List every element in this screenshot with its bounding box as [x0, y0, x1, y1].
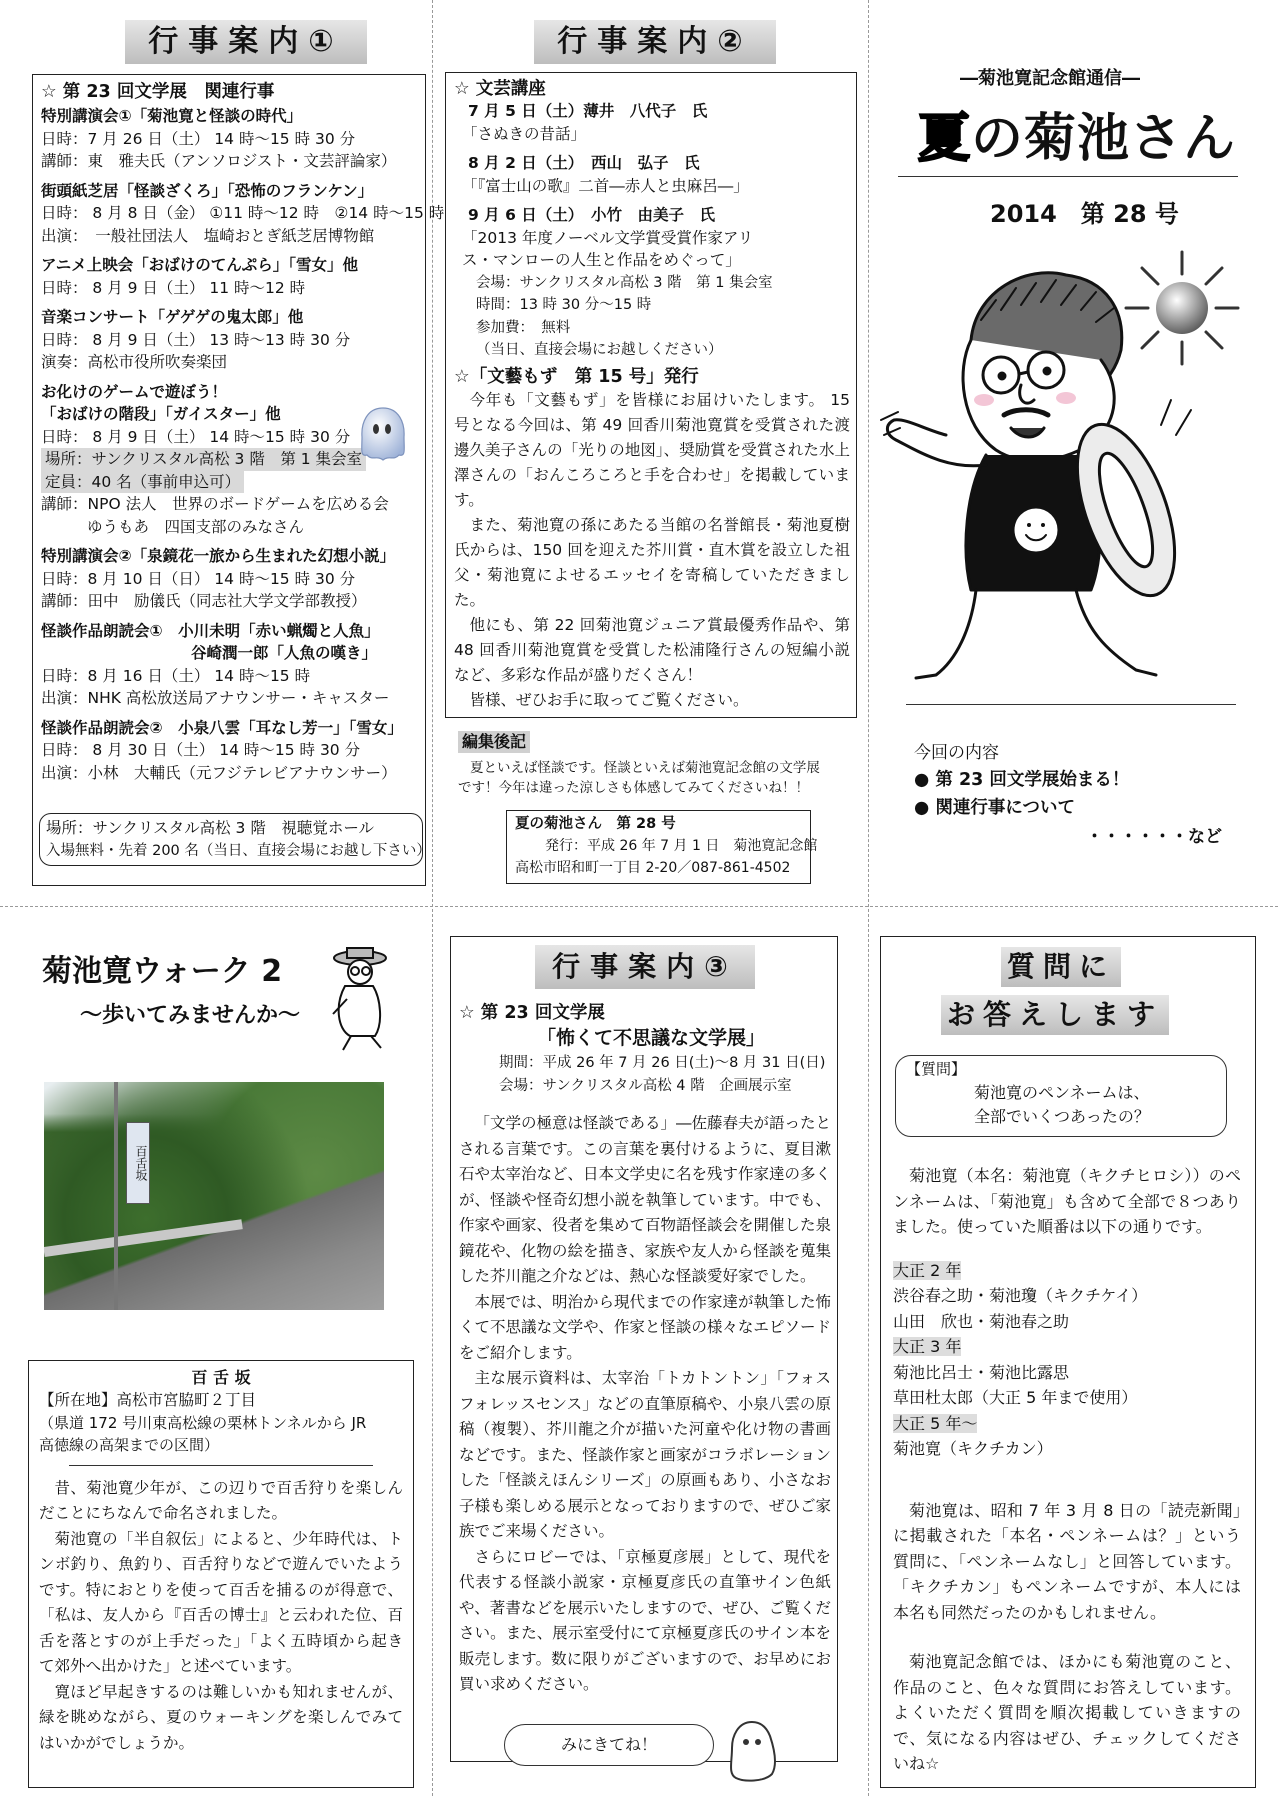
- venue-line: 入場無料・先着 200 名（当日、直接会場にお越し下さい）: [46, 842, 431, 859]
- event-line: 講師：東 雅夫氏（アンソロジスト・文芸評論家）: [41, 152, 397, 170]
- pen-name-line: 渋谷春之助・菊池瓊（キクチケイ）: [893, 1286, 1148, 1305]
- editor-note-text: 夏といえば怪談です。怪談といえば菊池寛記念館の文学展: [470, 760, 820, 776]
- mozu-paragraph: 菊池寛の「半自叙伝」によると、少年時代は、トンボ釣り、魚釣り、百舌狩りなどで遊んでいたようです。特におとりを使って百舌を捕るのが得意で、「私は、友人から『百舌の博士』と云われた位、百舌を落とすのが上手だった」「よく五時頃から起きて郊外へ出かけた」と述べています。: [39, 1529, 403, 1675]
- lecture-topic: 「『富士山の歌』二首―赤人と虫麻呂―」: [462, 176, 749, 195]
- mozu-box-title: 百 舌 坂: [191, 1368, 251, 1387]
- moyazu-paragraph: 皆様、ぜひお手に取ってご覧ください。: [469, 690, 749, 709]
- colophon-box: [506, 810, 818, 884]
- walk-title: 菊池寛ウォーク 2: [42, 954, 283, 989]
- event-name: 特別講演会①「菊池寛と怪談の時代」: [41, 107, 303, 125]
- ghost-mascot-icon: [724, 1718, 780, 1784]
- qa-title-line-2: お答えします: [941, 995, 1169, 1035]
- event-name: 特別講演会②「泉鏡花一旅から生まれた幻想小説」: [41, 547, 396, 565]
- lecture-topic: ス・マンローの人生と作品をめぐって」: [462, 251, 741, 269]
- pen-name-line: 菊池比呂士・菊池比露思: [893, 1362, 1070, 1382]
- contents-item: ● 第 23 回文学展始まる！: [914, 770, 1130, 790]
- contents-etc: ・・・・・・など: [1086, 827, 1222, 847]
- moyazu-paragraph: また、菊池寛の孫にあたる当館の名誉館長・菊池夏樹氏からは、150 回を迎えた芥川賞・直木賞を設立した祖父・菊池寛によせるエッセイを寄稿していただきました。: [454, 515, 850, 609]
- title-rest: の菊池さん: [971, 109, 1237, 169]
- pen-name-line: 山田 欣也・菊池春之助: [893, 1311, 1070, 1331]
- moyazu-paragraph: 今年も「文藝もず」を皆様にお届けいたします。 15 号となる今回は、第 49 回香川菊池寛賞を受賞された渡邊久美子さんの「光りの地図」、奨励賞を受賞された水上澤さんの「おんころころと手を合わせ」を掲載しています。: [454, 390, 850, 509]
- event-line: 出演：NHK 高松放送局アナウンサー・キャスター: [41, 689, 390, 707]
- exhibit-paragraph: 主な展示資料は、太宰治「トカトントン」「フォスフォレッスセンス」などの直筆原稿や、小泉八雲の原稿（複製）、芥川龍之介が描いた河童や化け物の書画などです。また、怪談作家と画家がコラボレーションした「怪談えほんシリーズ」の原画もあり、小さなお子様も楽しめる展示となっておりますので、ぜひご家族でご来場ください。: [459, 1369, 831, 1540]
- mozu-paragraph: 寛ほど早起きするのは難しいかも知れませんが、緑を眺めながら、夏のウォーキングを楽しんでみてはいかがでしょうか。: [39, 1682, 403, 1752]
- walk-subtitle: ～歩いてみませんか～: [80, 1003, 301, 1028]
- lecture-info: 参加費： 無料: [476, 319, 571, 336]
- road-photo: [44, 1082, 384, 1310]
- event-intro: お化けのゲームで遊ぼう！: [41, 382, 228, 401]
- lecture-info: 時間：13 時 30 分～15 時: [476, 297, 652, 313]
- era-label: 大正 3 年: [893, 1337, 962, 1356]
- illustration-rule: [906, 704, 1236, 705]
- issue-number: 2014 第 28 号: [990, 200, 1179, 228]
- event-line: 日時：8 月 10 日（日） 14 時～15 時 30 分: [41, 569, 356, 588]
- question-line: 菊池寛のペンネームは、: [974, 1083, 1150, 1102]
- pen-name-line: 草田杜太郎（大正 5 年まで使用）: [893, 1388, 1138, 1407]
- pen-name-line: 菊池寛（キクチカン）: [893, 1439, 1053, 1458]
- event-line: 出演：小林 大輔氏（元フジテレビアナウンサー）: [41, 763, 397, 782]
- lecture-date: 9 月 6 日（土） 小竹 由美子 氏: [468, 206, 716, 224]
- events-box-2: [445, 72, 857, 718]
- section-title-events-2: 行事案内②: [534, 20, 776, 64]
- events-box-3: [450, 936, 838, 1762]
- event-line: 演奏：高松市役所吹奏楽団: [41, 353, 228, 371]
- lecture-info: （当日、直接会場にお越しください）: [476, 342, 723, 358]
- venue-box: [39, 813, 431, 866]
- question-line: 全部でいくつあったの？: [974, 1107, 1150, 1126]
- era-label: 大正 2 年: [893, 1260, 962, 1280]
- answer-paragraph: 菊池寛記念館では、ほかにも菊池寛のこと、作品のこと、色々な質問にお答えしています。よくいただく質問を順次掲載していきますので、気になる内容はぜひ、チェックしてくださいね☆: [893, 1652, 1241, 1773]
- event-line: 講師：NPO 法人 世界のボードゲームを広める会: [41, 495, 389, 513]
- era-label: 大正 5 年～: [893, 1413, 978, 1433]
- kikuchi-cartoon-illustration: [876, 250, 1216, 690]
- lecture-date: 8 月 2 日（土） 西山 弘子 氏: [468, 154, 700, 172]
- event-line: 日時： 8 月 8 日（金） ①11 時～12 時 ②14 時～15 時: [41, 204, 445, 222]
- events-heading: ☆ 第 23 回文学展 関連行事: [41, 82, 275, 102]
- title-rule: [898, 176, 1238, 177]
- moyazu-paragraph: 他にも、第 22 回菊池寛ジュニア賞最優秀作品や、第 48 回香川菊池寛賞を受賞した松浦隆行さんの短編小説など、多彩な作品が盛りだくさん！: [454, 615, 850, 684]
- speech-bubble: [504, 1724, 714, 1766]
- contents-item: ● 関連行事について: [914, 798, 1076, 818]
- events-box-1: [32, 74, 445, 886]
- event-line: ゆうもあ 四国支部のみなさん: [87, 517, 305, 536]
- section-title-events-1: 行事案内①: [125, 20, 367, 64]
- qa-box: [880, 936, 1256, 1788]
- moyazu-heading: ☆「文藝もず 第 15 号」発行: [454, 366, 699, 387]
- event-line: 日時：7 月 26 日（土） 14 時～15 時 30 分: [41, 129, 356, 148]
- lecture-topic: 「2013 年度ノーベル文学賞受賞作家アリ: [462, 228, 754, 247]
- answer-paragraph: 菊池寛（本名：菊池寛（キクチヒロシ））のペンネームは、「菊池寛」も含めて全部で８つありました。使っていた順番は以下の通りです。: [893, 1166, 1241, 1236]
- section-title-events-3: 行事案内③: [535, 945, 755, 989]
- event-line: 日時： 8 月 9 日（土） 11 時～12 時: [41, 278, 306, 297]
- contents-heading: 今回の内容: [914, 743, 999, 763]
- event-name: アニメ上映会「おばけのてんぷら」「雪女」他: [41, 256, 358, 274]
- title-accent-char: 夏: [918, 109, 972, 169]
- speech-bubble-text: みにきてね！: [560, 1735, 657, 1754]
- qa-title-line-1: 質問に: [1001, 947, 1121, 987]
- exhibit-paragraph: 本展では、明治から現代までの作家達が執筆した怖くて不思議な文学や、作家と怪談の様々なエピソードをご紹介します。: [459, 1292, 832, 1362]
- event-name: 谷崎潤一郎「人魚の嘆き」: [191, 644, 378, 662]
- mozu-location: 高徳線の高架までの区間）: [39, 1436, 220, 1454]
- exhibit-paragraph: 「文学の極意は怪談である」―佐藤春夫が語ったとされる言葉です。この言葉を裏付けるように、夏目漱石や太宰治など、日本文学史に名を残す作家達の多くが、怪談や怪奇幻想小説を執筆しています。中でも、作家や画家、役者を集めて百物語怪談会を開催した泉鏡花や、化物の絵を描き、家族や友人から怪談を蒐集した芥川龍之介などは、熱心な怪談愛好家でした。: [459, 1114, 832, 1285]
- mozu-paragraph: 昔、菊池寛少年が、この辺りで百舌狩りを楽しんだことにちなんで命名されました。: [39, 1478, 403, 1522]
- road-sign: 百舌坂: [126, 1122, 150, 1204]
- event-name: 音楽コンサート「ゲゲゲの鬼太郎」他: [41, 308, 304, 326]
- lecture-date: 7 月 5 日（土）薄井 八代子 氏: [468, 102, 708, 120]
- exhibit-venue: 会場：サンクリスタル高松 4 階 企画展示室: [499, 1077, 792, 1094]
- event-line: 日時： 8 月 9 日（土） 13 時～13 時 30 分: [41, 330, 351, 349]
- bungei-heading: ☆ 文芸講座: [454, 79, 546, 99]
- event-name: 怪談作品朗読会① 小川未明「赤い蝋燭と人魚」: [41, 621, 380, 640]
- question-label: 【質問】: [906, 1060, 967, 1078]
- editor-note-title: 編集後記: [458, 731, 530, 753]
- walking-man-illustration: [315, 944, 405, 1054]
- event-name: 「おばけの階段」「ガイスター」他: [41, 405, 281, 423]
- exhibit-paragraph: さらにロビーでは、「京極夏彦展」として、現代を代表する怪談小説家・京極夏彦氏の直筆サイン色紙や、著書などを展示いたしますので、ぜひ、ご覧ください。また、展示室受付にて京極夏彦氏のサイン本を販売します。数に限りがございますので、お早めにお買い求めください。: [459, 1547, 831, 1693]
- event-name: 怪談作品朗読会② 小泉八雲「耳なし芳一」「雪女」: [41, 718, 403, 737]
- colophon-line: 夏の菊池さん 第 28 号: [515, 816, 676, 832]
- colophon-line: 高松市昭和町一丁目 2-20／087-861-4502: [515, 860, 791, 876]
- answer-paragraph: 菊池寛は、昭和 7 年 3 月 8 日の「読売新聞」に掲載された「本名・ペンネームは？」という質問に、「ペンネームなし」と回答しています。「キクチカン」もペンネームですが、本人には本名も同然だったのかもしれません。: [893, 1500, 1241, 1622]
- exhibit-heading: ☆ 第 23 回文学展: [459, 1003, 605, 1023]
- exhibit-title: 「怖くて不思議な文学展」: [537, 1027, 766, 1049]
- venue-line: 場所：サンクリスタル高松 3 階 視聴覚ホール: [46, 819, 375, 837]
- event-line: 講師：田中 励儀氏（同志社大学文学部教授）: [41, 592, 367, 610]
- event-name: 街頭紙芝居「怪談ざくろ」「恐怖のフランケン」: [41, 181, 374, 200]
- editor-note-text: です！今年は違った涼しさも体感してみてくださいね！！: [458, 780, 809, 796]
- exhibit-period: 期間：平成 26 年 7 月 26 日(土)～8 月 31 日(日): [499, 1055, 826, 1071]
- mozu-location: （県道 172 号川東高松線の栗林トンネルから JR: [39, 1413, 367, 1432]
- newsletter-title: [918, 96, 1236, 171]
- event-line: 日時： 8 月 9 日（土） 14 時～15 時 30 分: [41, 427, 351, 446]
- event-line: 出演： 一般社団法人 塩崎おとぎ紙芝居博物館: [41, 226, 375, 245]
- ghost-icon: [357, 405, 409, 463]
- newsletter-kicker: ―菊池寛記念館通信―: [960, 68, 1140, 89]
- question-box: [895, 1055, 1227, 1137]
- event-line: 日時： 8 月 30 日（土） 14 時～15 時 30 分: [41, 741, 361, 759]
- mozu-location: 【所在地】高松市宮脇町２丁目: [39, 1391, 257, 1409]
- event-place: 場所：サンクリスタル高松 3 階 第 1 集会室: [41, 448, 366, 471]
- mozu-box: [28, 1360, 414, 1788]
- lecture-topic: 「さぬきの昔話」: [462, 124, 587, 143]
- colophon-line: 発行：平成 26 年 7 月 1 日 菊池寛記念館: [545, 838, 818, 854]
- event-line: 日時：8 月 16 日（土） 14 時～15 時: [41, 666, 311, 685]
- lecture-info: 会場：サンクリスタル高松 3 階 第 1 集会室: [476, 274, 773, 291]
- event-capacity: 定員：40 名（事前申込可）: [41, 471, 244, 494]
